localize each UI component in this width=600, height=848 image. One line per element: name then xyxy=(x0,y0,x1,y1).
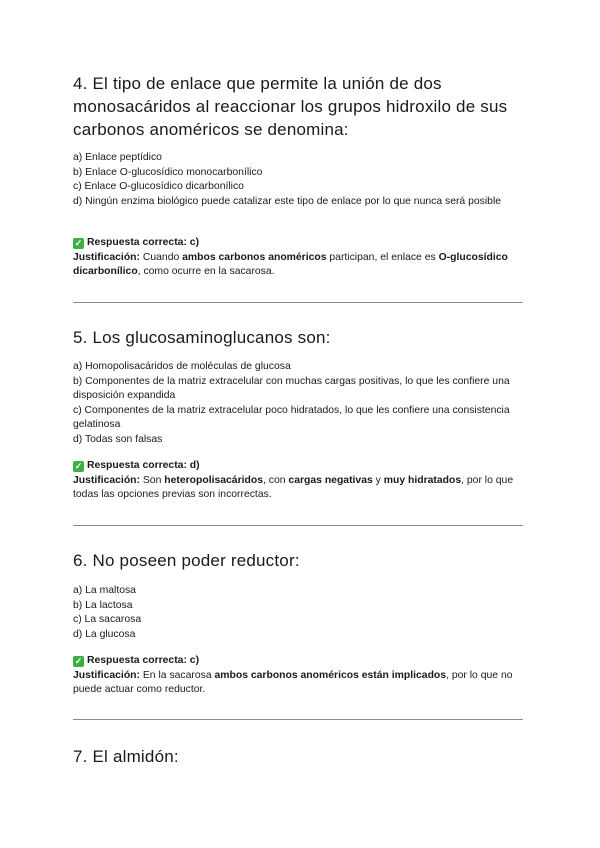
justification-run: Son xyxy=(139,474,165,486)
divider xyxy=(73,302,523,303)
justification xyxy=(73,669,528,698)
option-b: b) La lactosa xyxy=(73,599,133,611)
option-d: d) Ningún enzima biológico puede catalizar este tipo de enlace por lo que nunca será posible xyxy=(73,195,502,207)
justification-emphasis: heteropolisacáridos xyxy=(164,474,263,486)
correct-answer-label: Respuesta correcta: c) xyxy=(87,237,200,248)
justification xyxy=(73,474,528,503)
option-c: c) La sacarosa xyxy=(73,614,142,626)
check-mark-icon: ✓ xyxy=(74,461,83,471)
justification-emphasis: ambos carbonos anoméricos xyxy=(182,251,327,263)
option-b: b) Componentes de la matriz extracelular con muchas cargas positivas, lo que les confiere una disposición expandida xyxy=(73,375,510,402)
check-mark-icon: ✓ xyxy=(74,656,83,666)
divider xyxy=(73,719,523,720)
option-a: a) La maltosa xyxy=(73,585,136,596)
justification-run: Cuando xyxy=(139,251,183,263)
justification-label: Justificación: xyxy=(73,474,140,486)
justification-label: Justificación: xyxy=(73,669,140,681)
justification-emphasis: muy hidratados xyxy=(383,474,462,486)
option-b: b) Enlace O-glucosídico monocarbonílico xyxy=(73,166,263,178)
question-4-options xyxy=(73,151,528,209)
check-mark-icon: ✓ xyxy=(74,238,83,248)
question-6-options xyxy=(73,584,528,642)
option-c: c) Enlace O-glucosídico dicarbonílico xyxy=(73,181,244,193)
justification-emphasis: cargas negativas xyxy=(288,474,373,486)
option-c: c) Componentes de la matriz extracelular poco hidratados, lo que les confiere una consistencia gelatinosa xyxy=(73,404,510,431)
question-5-options xyxy=(73,360,528,448)
divider xyxy=(73,525,523,526)
justification-run: , por lo que todas las opciones previas son incorrectas. xyxy=(73,474,514,501)
question-4-answer xyxy=(73,236,528,280)
justification-emphasis: O-glucosídico dicarbonílico xyxy=(73,251,508,278)
justification-text xyxy=(73,475,513,501)
option-a: a) Enlace peptídico xyxy=(73,152,162,163)
correct-answer-label: Respuesta correcta: d) xyxy=(87,460,200,471)
question-7-title: 7. El almidón: xyxy=(73,747,179,766)
option-d: d) Todas son falsas xyxy=(73,433,163,445)
option-d: d) La glucosa xyxy=(73,628,136,640)
justification-run: y xyxy=(372,474,384,486)
question-5-answer xyxy=(73,459,528,503)
question-6-answer xyxy=(73,654,528,698)
option-a: a) Homopolisacáridos de moléculas de glucosa xyxy=(73,361,291,372)
question-4-title: 4. El tipo de enlace que permite la unión de dos monosacáridos al reaccionar los grupos hidroxilo de sus carbonos anoméricos se denomina: xyxy=(73,74,508,139)
question-5-title: 5. Los glucosaminoglucanos son: xyxy=(73,328,331,347)
justification-label: Justificación: xyxy=(73,251,140,263)
justification-run: En la sacarosa xyxy=(139,669,215,681)
justification-run: participan, el enlace es xyxy=(326,251,439,263)
justification-run: , como ocurre en la sacarosa. xyxy=(137,266,275,278)
correct-answer-label: Respuesta correcta: c) xyxy=(87,655,200,666)
justification-run: , con xyxy=(263,474,289,486)
question-6-title: 6. No poseen poder reductor: xyxy=(73,551,300,570)
justification-run: , por lo que no puede actuar como reductor. xyxy=(73,669,513,696)
justification xyxy=(73,251,528,280)
justification-emphasis: ambos carbonos anoméricos están implicados xyxy=(214,669,447,681)
